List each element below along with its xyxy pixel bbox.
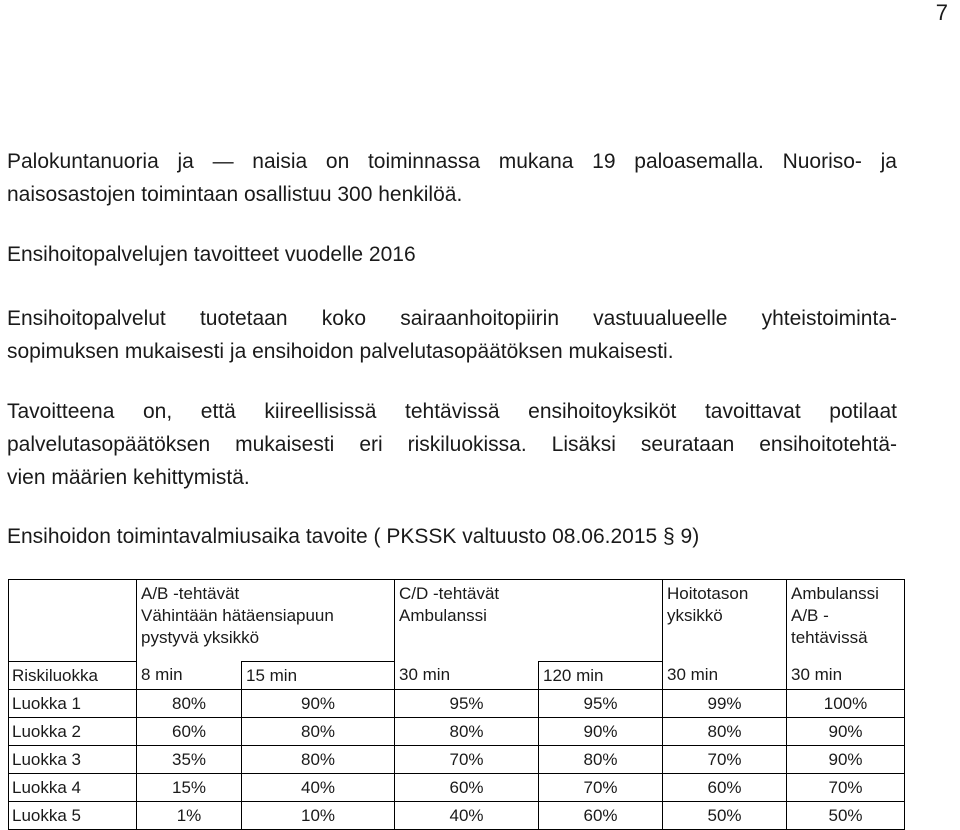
text-line: palvelutasopäätöksen mukaisesti eri riskiluokissa. Lisäksi seurataan ensihoitotehtä- xyxy=(7,433,897,456)
table-cell: 95% xyxy=(539,690,663,718)
table-cell: 80% xyxy=(137,690,242,718)
table-cell: 50% xyxy=(663,802,787,830)
header-ab-tasks: A/B -tehtävät Vähintään hätäensiapuun pystyvä yksikkö xyxy=(137,580,395,662)
response-time-table xyxy=(8,579,905,830)
table-title: Ensihoidon toimintavalmiusaika tavoite ( PKSSK valtuusto 08.06.2015 § 9) xyxy=(7,525,700,548)
table-cell: 99% xyxy=(663,690,787,718)
header-care-level-unit: Hoitotason yksikkö xyxy=(663,580,787,662)
time-cell: 30 min xyxy=(395,662,539,690)
table-cell: 60% xyxy=(539,802,663,830)
table-cell: 35% xyxy=(137,746,242,774)
text-line: naisosastojen toimintaan osallistuu 300 henkilöä. xyxy=(7,183,463,206)
table-cell: 90% xyxy=(539,718,663,746)
table-cell: 40% xyxy=(395,802,539,830)
header-empty-cell xyxy=(9,580,137,662)
text-line: Palokuntanuoria ja — naisia on toiminnassa mukana 19 paloasemalla. Nuoriso- ja xyxy=(7,150,897,173)
section-heading: Ensihoitopalvelujen tavoitteet vuodelle 2016 xyxy=(7,243,416,266)
table-cell: 50% xyxy=(787,802,905,830)
header-cd-tasks: C/D -tehtävät Ambulanssi xyxy=(395,580,663,662)
row-label: Luokka 4 xyxy=(9,774,137,802)
time-cell: 30 min xyxy=(787,662,905,690)
table-cell: 70% xyxy=(539,774,663,802)
table-cell: 70% xyxy=(395,746,539,774)
table-row xyxy=(9,690,905,718)
table-cell: 70% xyxy=(663,746,787,774)
table-cell: 1% xyxy=(137,802,242,830)
table-cell: 100% xyxy=(787,690,905,718)
table-cell: 90% xyxy=(787,746,905,774)
time-cell: 8 min xyxy=(137,662,242,690)
table-cell: 80% xyxy=(242,718,395,746)
table-cell: 80% xyxy=(663,718,787,746)
risk-class-label: Riskiluokka xyxy=(9,662,137,690)
table-cell: 80% xyxy=(539,746,663,774)
table-cell: 90% xyxy=(242,690,395,718)
table-cell: 60% xyxy=(395,774,539,802)
text-line: sopimuksen mukaisesti ja ensihoidon palvelutasopäätöksen mukaisesti. xyxy=(7,340,674,363)
table-header-row xyxy=(9,580,905,662)
text-line: Ensihoitopalvelut tuotetaan koko sairaanhoitopiirin vastuualueelle yhteistoiminta- xyxy=(7,307,897,330)
youth-paragraph xyxy=(7,145,897,211)
table-cell: 40% xyxy=(242,774,395,802)
table-subheader-row xyxy=(9,662,905,690)
table-cell: 80% xyxy=(242,746,395,774)
table-cell: 70% xyxy=(787,774,905,802)
table-cell: 80% xyxy=(395,718,539,746)
table-row xyxy=(9,746,905,774)
row-label: Luokka 2 xyxy=(9,718,137,746)
table-cell: 60% xyxy=(137,718,242,746)
text-line: vien määrien kehittymistä. xyxy=(7,466,250,489)
row-label: Luokka 5 xyxy=(9,802,137,830)
text-line: Tavoitteena on, että kiireellisissä tehtävissä ensihoitoyksiköt tavoittavat potilaat xyxy=(7,400,897,423)
goal-paragraph xyxy=(7,395,897,494)
header-ambulance-ab: Ambulanssi A/B - tehtävissä xyxy=(787,580,905,662)
time-cell: 30 min xyxy=(663,662,787,690)
table-cell: 95% xyxy=(395,690,539,718)
table-cell: 90% xyxy=(787,718,905,746)
table-cell: 15% xyxy=(137,774,242,802)
table-row xyxy=(9,718,905,746)
table-cell: 60% xyxy=(663,774,787,802)
table-cell: 10% xyxy=(242,802,395,830)
time-cell: 120 min xyxy=(539,662,663,690)
table-row xyxy=(9,802,905,830)
table-row xyxy=(9,774,905,802)
row-label: Luokka 3 xyxy=(9,746,137,774)
time-cell: 15 min xyxy=(242,662,395,690)
service-paragraph xyxy=(7,302,897,368)
row-label: Luokka 1 xyxy=(9,690,137,718)
page-number: 7 xyxy=(935,0,948,25)
